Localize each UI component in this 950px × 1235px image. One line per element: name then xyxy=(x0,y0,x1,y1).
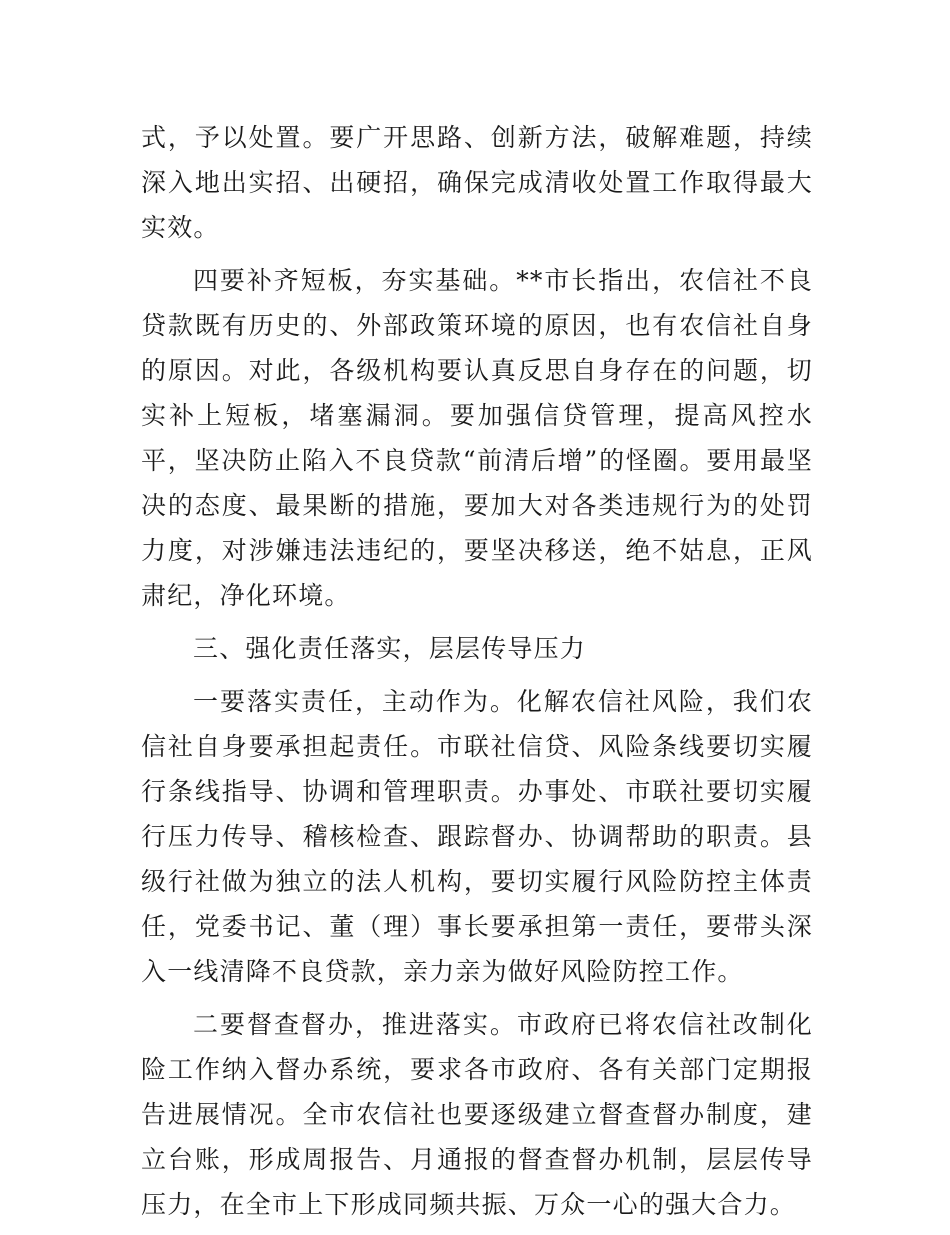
paragraph-continuation: 式，予以处置。要广开思路、创新方法，破解难题，持续深入地出实招、出硬招，确保完成清收处置工作取得最大实效。 xyxy=(141,123,813,242)
document-body xyxy=(141,115,813,1235)
paragraph-one-responsibility: 一要落实责任，主动作为。化解农信社风险，我们农信社自身要承担起责任。市联社信贷、风险条线要切实履行条线指导、协调和管理职责。办事处、市联社要切实履行压力传导、稽核检查、跟踪督办、协调帮助的职责。县级行社做为独立的法人机构，要切实履行风险防控主体责任，党委书记、董（理）事长要承担第一责任，要带头深入一线清降不良贷款，亲力亲为做好风险防控工作。 xyxy=(141,687,813,986)
section-heading-three: 三、强化责任落实，层层传导压力 xyxy=(193,634,587,663)
paragraph-four-shortcomings: 四要补齐短板，夯实基础。**市长指出，农信社不良贷款既有历史的、外部政策环境的原因，也有农信社自身的原因。对此，各级机构要认真反思自身存在的问题，切实补上短板，堵塞漏洞。要加强信贷管理，提高风控水平，坚决防止陷入不良贷款“前清后增”的怪圈。要用最坚决的态度、最果断的措施，要加大对各类违规行为的处罚力度，对涉嫌违法违纪的，要坚决移送，绝不姑息，正风肃纪，净化环境。 xyxy=(141,266,813,610)
paragraph-two-supervision: 二要督查督办，推进落实。市政府已将农信社改制化险工作纳入督办系统，要求各市政府、各有关部门定期报告进展情况。全市农信社也要逐级建立督查督办制度，建立台账，形成周报告、月通报的督查督办机制，层层传导压力，在全市上下形成同频共振、万众一心的强大合力。 xyxy=(141,1010,813,1219)
